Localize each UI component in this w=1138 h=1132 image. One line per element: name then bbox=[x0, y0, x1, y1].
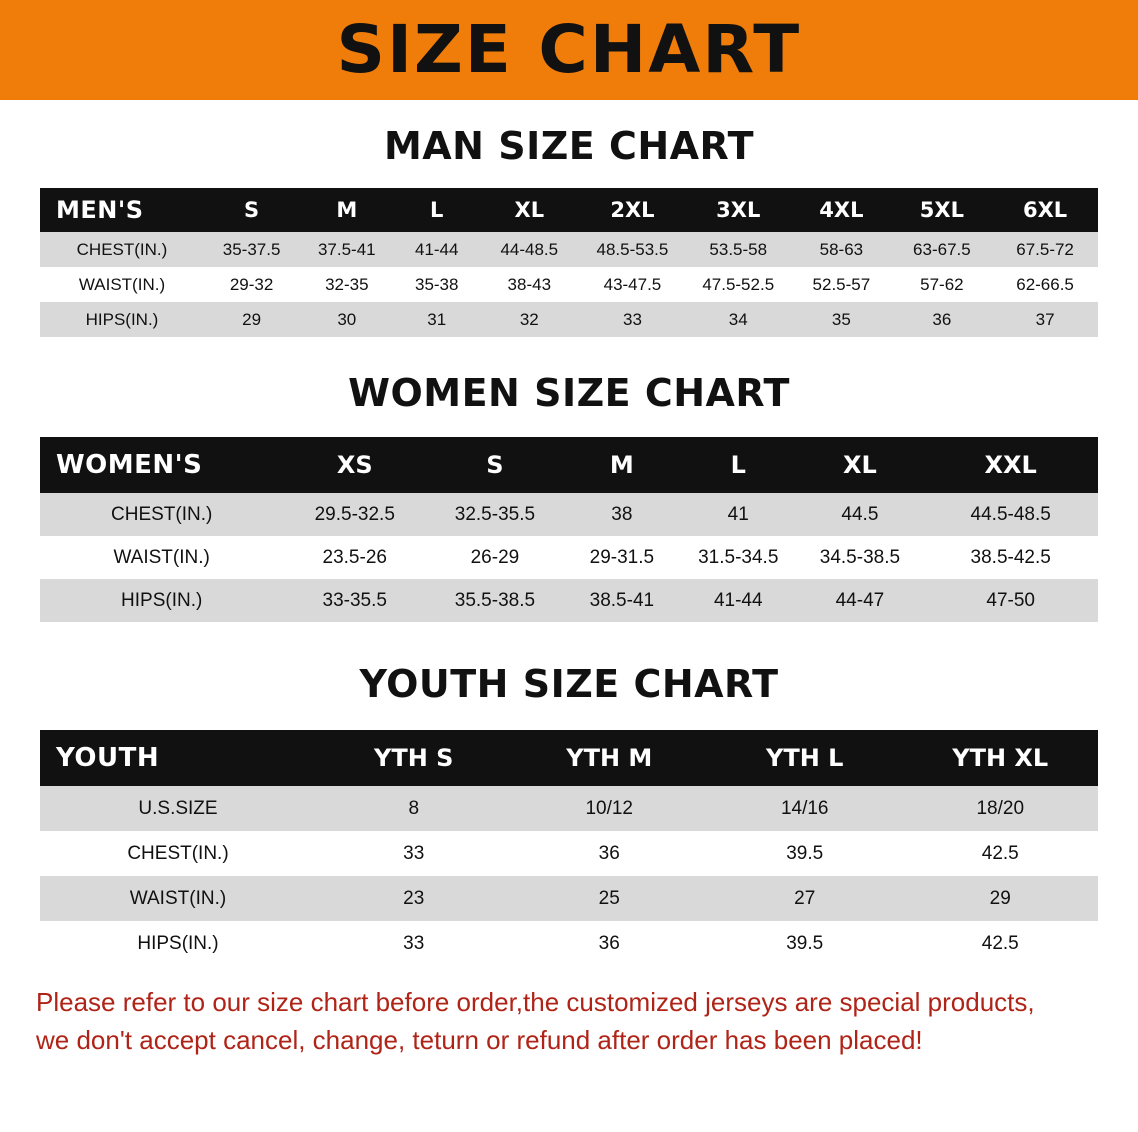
cell: 32-35 bbox=[299, 267, 394, 302]
banner bbox=[0, 0, 1138, 100]
col-header: M bbox=[609, 451, 634, 479]
man-section-title: MAN SIZE CHART bbox=[383, 124, 755, 168]
cell: 35.5-38.5 bbox=[426, 579, 564, 622]
cell: 26-29 bbox=[426, 536, 564, 579]
cell: 63-67.5 bbox=[892, 232, 993, 267]
col-header: 3XL bbox=[716, 198, 761, 222]
cell: 38.5-42.5 bbox=[923, 536, 1098, 579]
col-header: YOUTH bbox=[56, 743, 160, 773]
col-header: XL bbox=[514, 198, 545, 222]
col-header: XXL bbox=[984, 451, 1037, 479]
col-header: XL bbox=[843, 451, 877, 479]
men-size-table bbox=[40, 188, 1098, 337]
cell: 32 bbox=[479, 302, 580, 337]
col-header: XS bbox=[336, 451, 373, 479]
cell: 62-66.5 bbox=[992, 267, 1098, 302]
cell: 32.5-35.5 bbox=[426, 493, 564, 536]
cell: 33 bbox=[580, 302, 686, 337]
row-header: HIPS(IN.) bbox=[40, 302, 204, 337]
row-header: CHEST(IN.) bbox=[40, 232, 204, 267]
cell: 38.5-41 bbox=[564, 579, 680, 622]
cell: 39.5 bbox=[707, 921, 903, 966]
cell: 38-43 bbox=[479, 267, 580, 302]
women-table-wrap bbox=[0, 437, 1138, 622]
table-row bbox=[40, 786, 1098, 831]
cell: 34 bbox=[685, 302, 791, 337]
cell: 44-48.5 bbox=[479, 232, 580, 267]
cell: 47.5-52.5 bbox=[685, 267, 791, 302]
col-header: 5XL bbox=[919, 198, 964, 222]
col-header: 2XL bbox=[610, 198, 655, 222]
table-row bbox=[40, 921, 1098, 966]
man-table-wrap bbox=[0, 188, 1138, 337]
row-header: WAIST(IN.) bbox=[40, 267, 204, 302]
table-row bbox=[40, 579, 1098, 622]
youth-size-table bbox=[40, 730, 1098, 966]
table-row bbox=[40, 493, 1098, 536]
cell: 23.5-26 bbox=[283, 536, 426, 579]
cell: 47-50 bbox=[923, 579, 1098, 622]
col-header: S bbox=[486, 451, 504, 479]
table-row bbox=[40, 302, 1098, 337]
cell: 29.5-32.5 bbox=[283, 493, 426, 536]
cell: 14/16 bbox=[707, 786, 903, 831]
cell: 34.5-38.5 bbox=[796, 536, 923, 579]
cell: 48.5-53.5 bbox=[580, 232, 686, 267]
table-row bbox=[40, 831, 1098, 876]
cell: 37.5-41 bbox=[299, 232, 394, 267]
cell: 52.5-57 bbox=[791, 267, 892, 302]
table-header-row bbox=[40, 188, 1098, 232]
banner-title: SIZE CHART bbox=[336, 11, 802, 88]
women-section-title: WOMEN SIZE CHART bbox=[348, 371, 790, 415]
cell: 35 bbox=[791, 302, 892, 337]
cell: 29 bbox=[204, 302, 299, 337]
cell: 58-63 bbox=[791, 232, 892, 267]
cell: 8 bbox=[316, 786, 512, 831]
youth-section-title: YOUTH SIZE CHART bbox=[359, 662, 779, 706]
col-header: YTH L bbox=[765, 744, 844, 772]
policy-note bbox=[36, 984, 1102, 1059]
cell: 33 bbox=[316, 921, 512, 966]
cell: 10/12 bbox=[511, 786, 707, 831]
cell: 31.5-34.5 bbox=[680, 536, 796, 579]
cell: 44-47 bbox=[796, 579, 923, 622]
row-header: HIPS(IN.) bbox=[40, 579, 283, 622]
cell: 29-32 bbox=[204, 267, 299, 302]
cell: 44.5 bbox=[796, 493, 923, 536]
cell: 33-35.5 bbox=[283, 579, 426, 622]
cell: 29-31.5 bbox=[564, 536, 680, 579]
cell: 36 bbox=[511, 831, 707, 876]
col-header: YTH M bbox=[566, 744, 653, 772]
row-header: U.S.SIZE bbox=[40, 786, 316, 831]
table-header-row bbox=[40, 437, 1098, 493]
row-header: HIPS(IN.) bbox=[40, 921, 316, 966]
cell: 53.5-58 bbox=[685, 232, 791, 267]
col-header: WOMEN'S bbox=[56, 450, 203, 480]
table-row bbox=[40, 876, 1098, 921]
col-header: L bbox=[730, 451, 746, 479]
row-header: WAIST(IN.) bbox=[40, 536, 283, 579]
cell: 33 bbox=[316, 831, 512, 876]
policy-note-line-1: Please refer to our size chart before order,the customized jerseys are special products, bbox=[36, 987, 1035, 1017]
cell: 67.5-72 bbox=[992, 232, 1098, 267]
cell: 44.5-48.5 bbox=[923, 493, 1098, 536]
women-size-table bbox=[40, 437, 1098, 622]
youth-table-wrap bbox=[0, 730, 1138, 966]
col-header: MEN'S bbox=[56, 196, 144, 224]
col-header: S bbox=[244, 198, 260, 222]
cell: 23 bbox=[316, 876, 512, 921]
row-header: WAIST(IN.) bbox=[40, 876, 316, 921]
cell: 29 bbox=[902, 876, 1098, 921]
policy-note-line-2: we don't accept cancel, change, teturn or refund after order has been placed! bbox=[36, 1024, 923, 1055]
cell: 41-44 bbox=[394, 232, 479, 267]
col-header: 6XL bbox=[1022, 198, 1068, 222]
table-row bbox=[40, 232, 1098, 267]
cell: 42.5 bbox=[902, 921, 1098, 966]
cell: 38 bbox=[564, 493, 680, 536]
cell: 31 bbox=[394, 302, 479, 337]
cell: 36 bbox=[511, 921, 707, 966]
cell: 41 bbox=[680, 493, 796, 536]
cell: 27 bbox=[707, 876, 903, 921]
row-header: CHEST(IN.) bbox=[40, 493, 283, 536]
cell: 25 bbox=[511, 876, 707, 921]
table-header-row bbox=[40, 730, 1098, 786]
col-header: 4XL bbox=[819, 198, 864, 222]
col-header: M bbox=[336, 198, 358, 222]
col-header: YTH S bbox=[373, 744, 454, 772]
cell: 36 bbox=[892, 302, 993, 337]
row-header: CHEST(IN.) bbox=[40, 831, 316, 876]
cell: 42.5 bbox=[902, 831, 1098, 876]
col-header: YTH XL bbox=[952, 744, 1049, 772]
cell: 30 bbox=[299, 302, 394, 337]
cell: 37 bbox=[992, 302, 1098, 337]
table-row bbox=[40, 267, 1098, 302]
cell: 41-44 bbox=[680, 579, 796, 622]
cell: 18/20 bbox=[902, 786, 1098, 831]
table-row bbox=[40, 536, 1098, 579]
cell: 35-38 bbox=[394, 267, 479, 302]
cell: 35-37.5 bbox=[204, 232, 299, 267]
cell: 43-47.5 bbox=[580, 267, 686, 302]
cell: 39.5 bbox=[707, 831, 903, 876]
col-header: L bbox=[430, 198, 444, 222]
cell: 57-62 bbox=[892, 267, 993, 302]
